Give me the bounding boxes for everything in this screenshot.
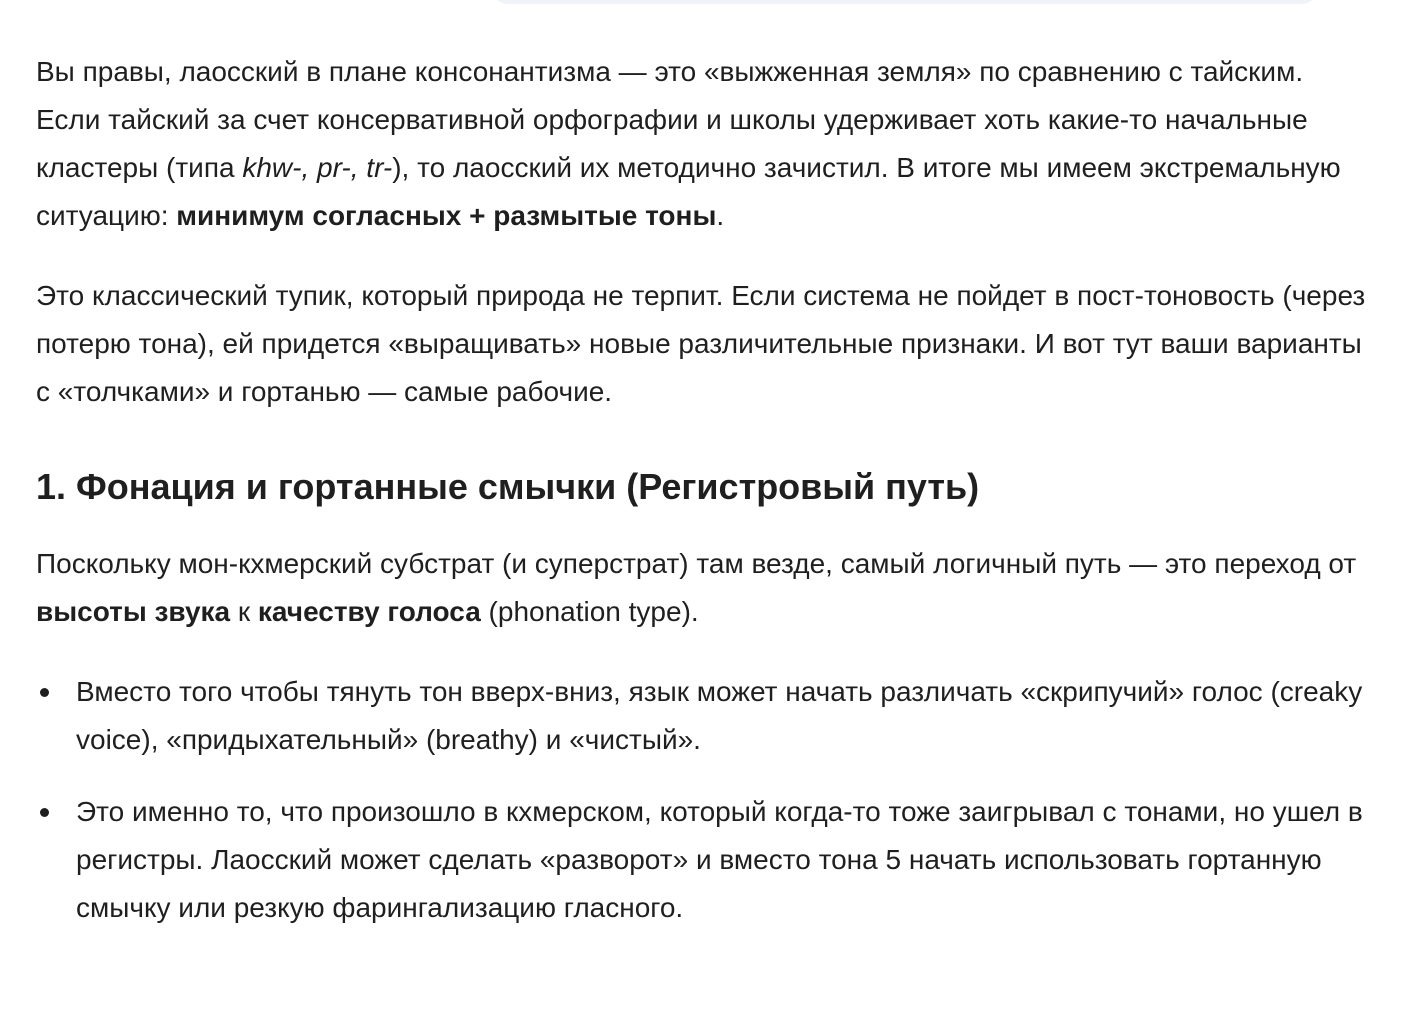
bullet-list [36, 668, 1366, 932]
paragraph-text: (phonation type). [480, 596, 699, 627]
bullet-icon [40, 688, 49, 697]
paragraph-dead-end: Это классический тупик, который природа не терпит. Если система не пойдет в пост-тоновость (через потерю тона), ей придется «выращивать» новые различительные признаки. И вот тут ваши варианты с «толчками» и гортанью — самые рабочие. [36, 280, 1366, 407]
section-heading: 1. Фонация и гортанные смычки (Регистровый путь) [36, 466, 980, 507]
paragraph-text: . [716, 200, 725, 231]
bullet-icon [40, 808, 49, 817]
paragraph-text: Вы правы, лаосский в плане консонантизма — это «выжженная земля» по сравнению с тайским. Если тайский за счет консервативной орфографии и школы удерживает хоть какие-то начальные кластеры (типа [36, 56, 1308, 183]
paragraph-laotian-consonants [36, 48, 1366, 240]
list-item-text: Это именно то, что произошло в кхмерском, который когда-то тоже заигрывал с тонами, но ушел в регистры. Лаосский может сделать «разворот» и вместо тона 5 начать использовать гортанную смычку или резкую фарингализацию гласного. [76, 796, 1363, 923]
paragraph-phonation-intro [36, 540, 1366, 636]
list-item [36, 668, 1366, 764]
paragraph-text: Поскольку мон-кхмерский субстрат (и суперстрат) там везде, самый логичный путь — это переход от [36, 548, 1357, 579]
emphasis-text: высоты звука [36, 596, 231, 627]
cluster-examples: khw-, pr-, tr- [242, 152, 393, 183]
list-item [36, 788, 1366, 932]
paragraph-text: к [230, 596, 258, 627]
paragraph-text: ), то лаосский их методично зачистил. В итоге мы имеем экстремальную ситуацию: [36, 152, 1341, 231]
response-content [36, 48, 1366, 956]
emphasis-text: минимум согласных + размытые тоны [176, 200, 717, 231]
emphasis-text: качеству голоса [257, 596, 481, 627]
list-item-text: Вместо того чтобы тянуть тон вверх-вниз, язык может начать различать «скрипучий» голос (creaky voice), «придыхательный» (breathy) и «чистый». [76, 676, 1363, 755]
prompt-input-bar-edge[interactable] [492, 0, 1318, 4]
